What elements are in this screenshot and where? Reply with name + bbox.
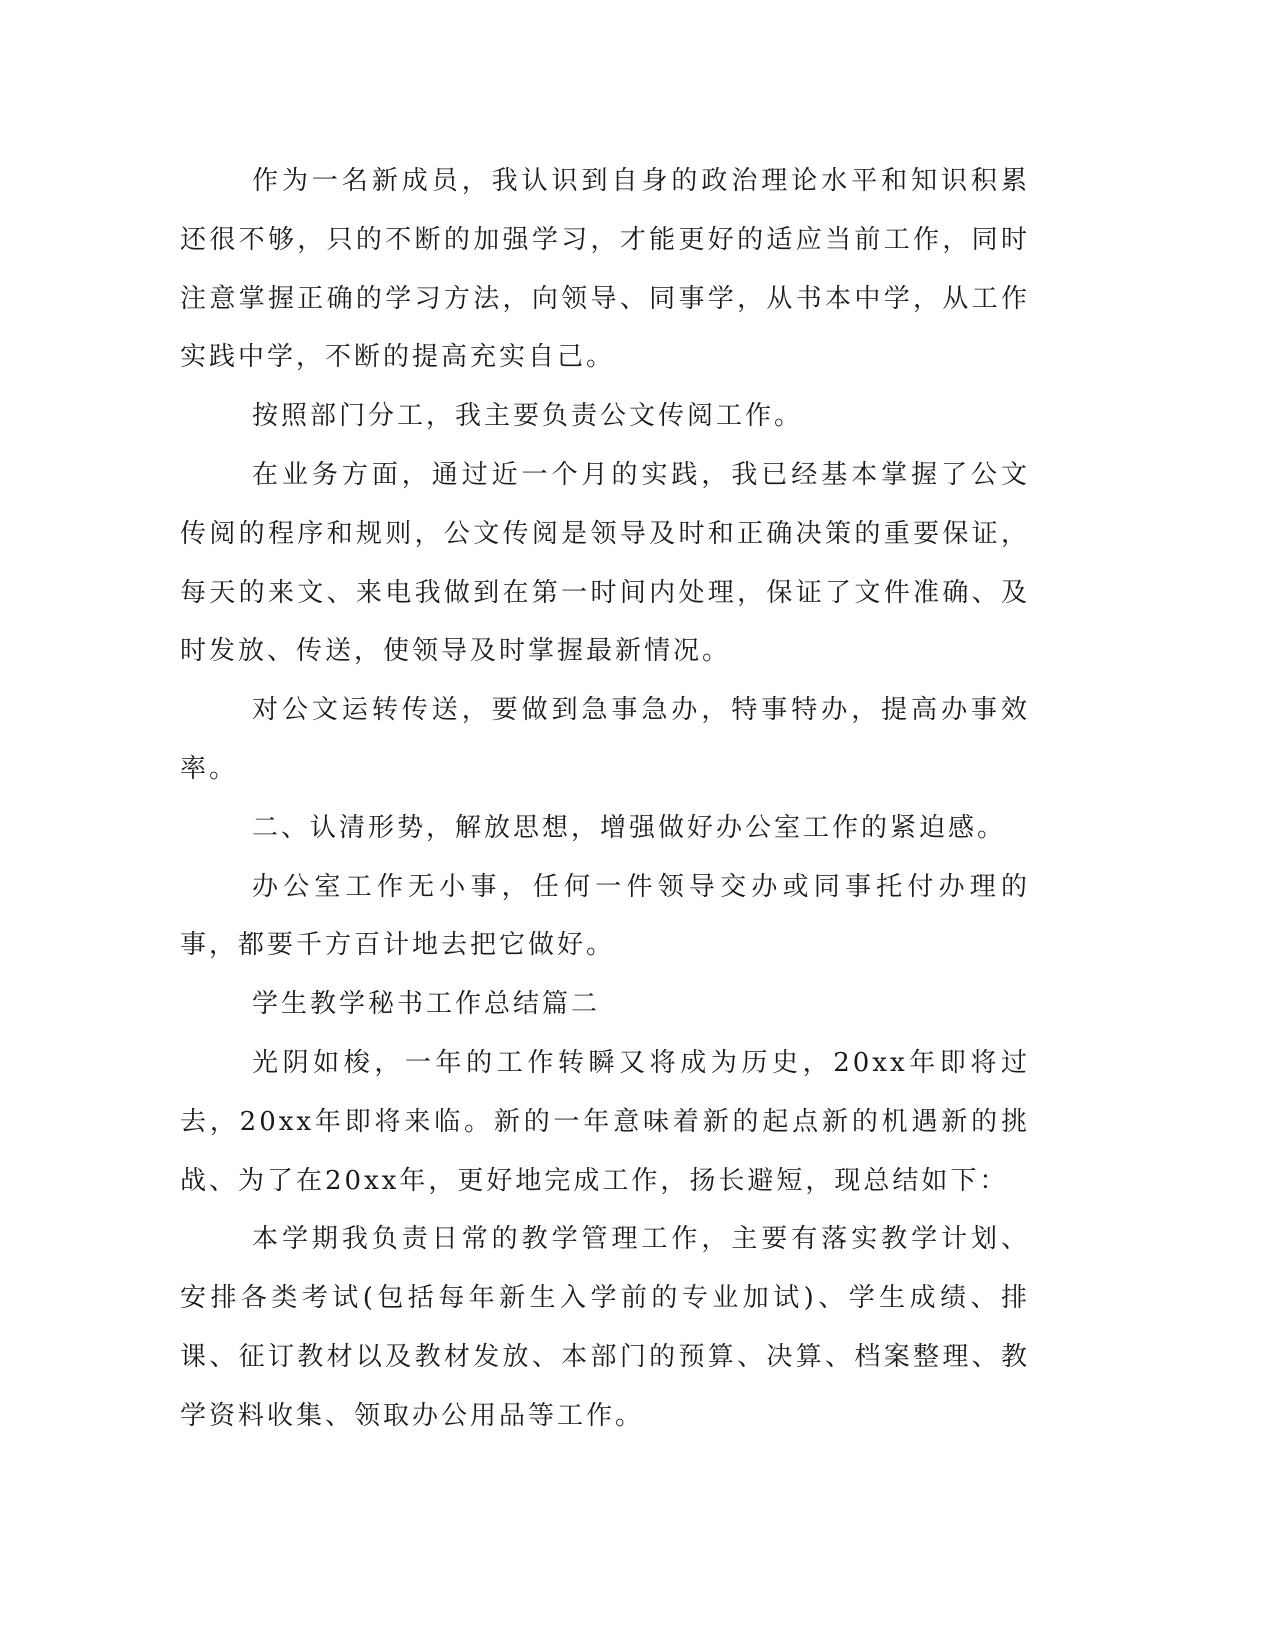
paragraph: 作为一名新成员，我认识到自身的政治理论水平和知识积累还很不够，只的不断的加强学习，才能更好的适应当前工作，同时注意掌握正确的学习方法，向领导、同事学，从书本中学，从工作实践中学，不断的提高充实自己。	[180, 166, 1030, 373]
document-body	[180, 152, 1030, 1446]
paragraph: 对公文运转传送，要做到急事急办，特事特办，提高办事效率。	[180, 695, 1030, 784]
article-title: 学生教学秘书工作总结篇二	[252, 989, 601, 1020]
paragraph: 本学期我负责日常的教学管理工作，主要有落实教学计划、安排各类考试(包括每年新生入学前的专业加试)、学生成绩、排课、征订教材以及教材发放、本部门的预算、决算、档案整理、教学资料收集、领取办公用品等工作。	[180, 1224, 1030, 1431]
paragraph: 在业务方面，通过近一个月的实践，我已经基本掌握了公文传阅的程序和规则，公文传阅是领导及时和正确决策的重要保证，每天的来文、来电我做到在第一时间内处理，保证了文件准确、及时发放、传送，使领导及时掌握最新情况。	[180, 459, 1030, 667]
paragraph: 按照部门分工，我主要负责公文传阅工作。	[252, 401, 804, 432]
paragraph: 办公室工作无小事，任何一件领导交办或同事托付办理的事，都要千方百计地去把它做好。	[180, 871, 1030, 961]
section-heading: 二、认清形势，解放思想，增强做好办公室工作的紧迫感。	[252, 812, 1007, 843]
paragraph: 光阴如梭，一年的工作转瞬又将成为历史，20xx年即将过去，20xx年即将来临。新的一年意味着新的起点新的机遇新的挑战、为了在20xx年，更好地完成工作，扬长避短，现总结如下：	[180, 1047, 1030, 1196]
